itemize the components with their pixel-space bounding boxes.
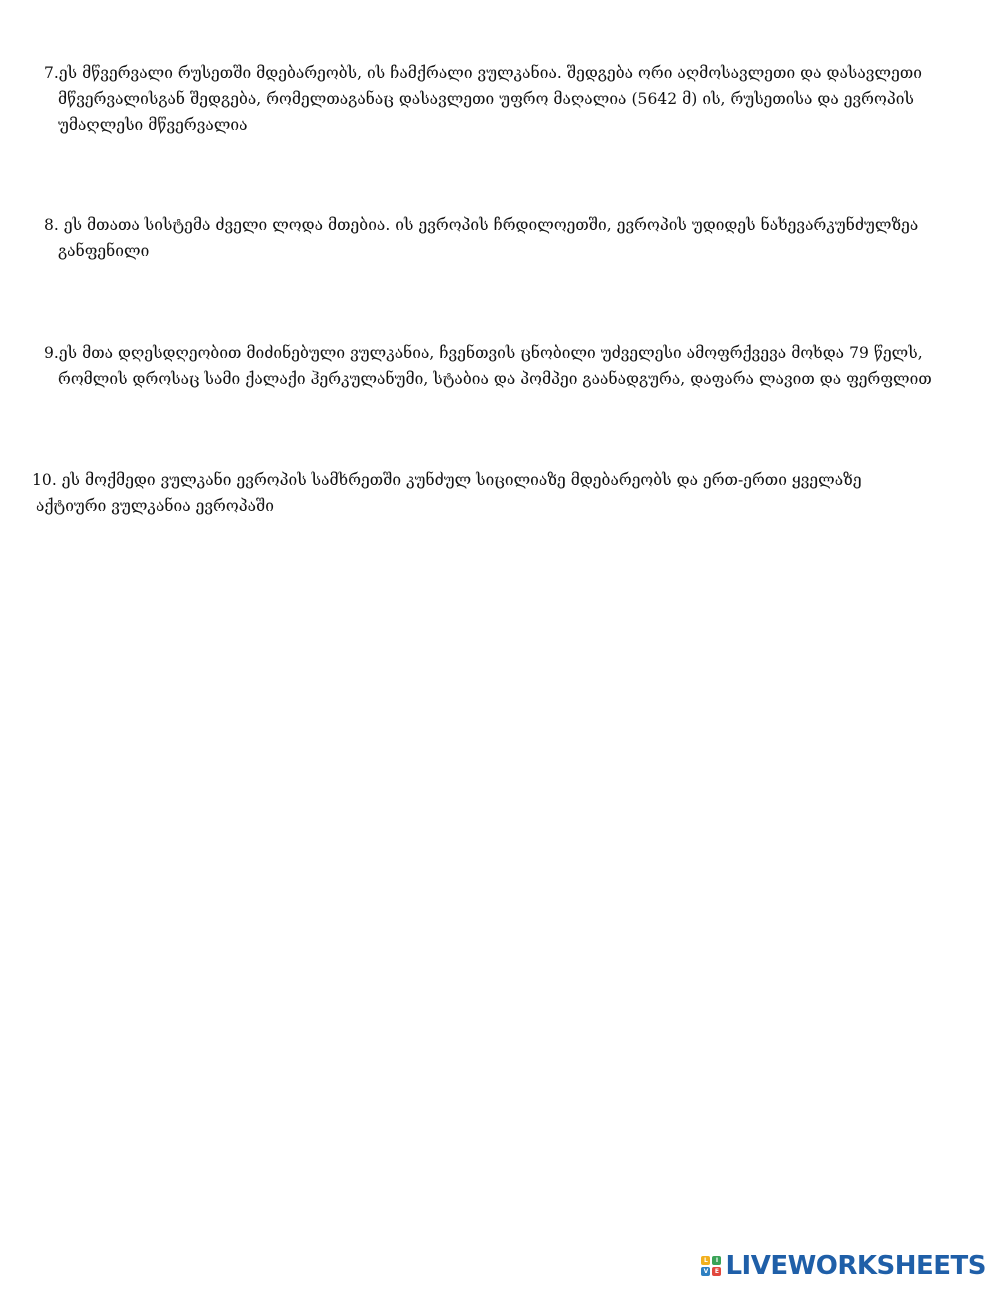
question-7-line-3: უმაღლესი მწვერვალია	[58, 116, 248, 134]
question-7-line-2: მწვერვალისგან შედგება, რომელთაგანაც დასავლეთი უფრო მაღალია (5642 მ) ის, რუსეთისა და ევროპის	[58, 90, 914, 108]
logo-letter-e: E	[712, 1267, 721, 1276]
question-number: 9.	[44, 344, 59, 362]
logo-letter-l: L	[701, 1256, 710, 1265]
question-10	[32, 467, 862, 519]
liveworksheets-logo-icon	[701, 1256, 721, 1276]
liveworksheets-brand	[701, 1252, 986, 1280]
question-7	[44, 60, 922, 138]
question-number: 8.	[44, 216, 59, 234]
logo-letter-i: I	[712, 1256, 721, 1265]
question-7-line-1	[44, 60, 922, 86]
question-8-line-2: განფენილი	[58, 242, 150, 260]
question-text: ეს მწვერვალი რუსეთში მდებარეობს, ის ჩამქრალი ვულკანია. შედგება ორი აღმოსავლეთი და დასავლეთი	[58, 64, 922, 82]
question-10-line-1	[32, 467, 862, 493]
question-text: ეს მოქმედი ვულკანი ევროპის სამხრეთში კუნძულ სიცილიაზე მდებარეობს და ერთ-ერთი ყველაზე	[56, 471, 862, 489]
question-number: 7.	[44, 64, 59, 82]
question-9	[44, 340, 932, 392]
question-8	[44, 212, 918, 264]
brand-name: LIVEWORKSHEETS	[725, 1251, 986, 1281]
question-10-line-2: აქტიური ვულკანია ევროპაში	[36, 497, 275, 515]
question-text: ეს მთა დღესდღეობით მიძინებული ვულკანია, ჩვენთვის ცნობილი უძველესი ამოფრქვევა მოხდა 79 წელს,	[58, 344, 923, 362]
question-9-line-2: რომლის დროსაც სამი ქალაქი ჰერკულანუმი, სტაბია და პომპეი გაანადგურა, დაფარა ლავით და ფერფლით	[58, 370, 932, 388]
question-number: 10.	[32, 471, 57, 489]
question-text: ეს მთათა სისტემა ძველი ლოდა მთებია. ის ევროპის ჩრდილოეთში, ევროპის უდიდეს ნახევარკუნძულზეა	[58, 216, 919, 234]
question-9-line-1	[44, 340, 932, 366]
question-8-line-1	[44, 212, 918, 238]
logo-letter-v: V	[701, 1267, 710, 1276]
